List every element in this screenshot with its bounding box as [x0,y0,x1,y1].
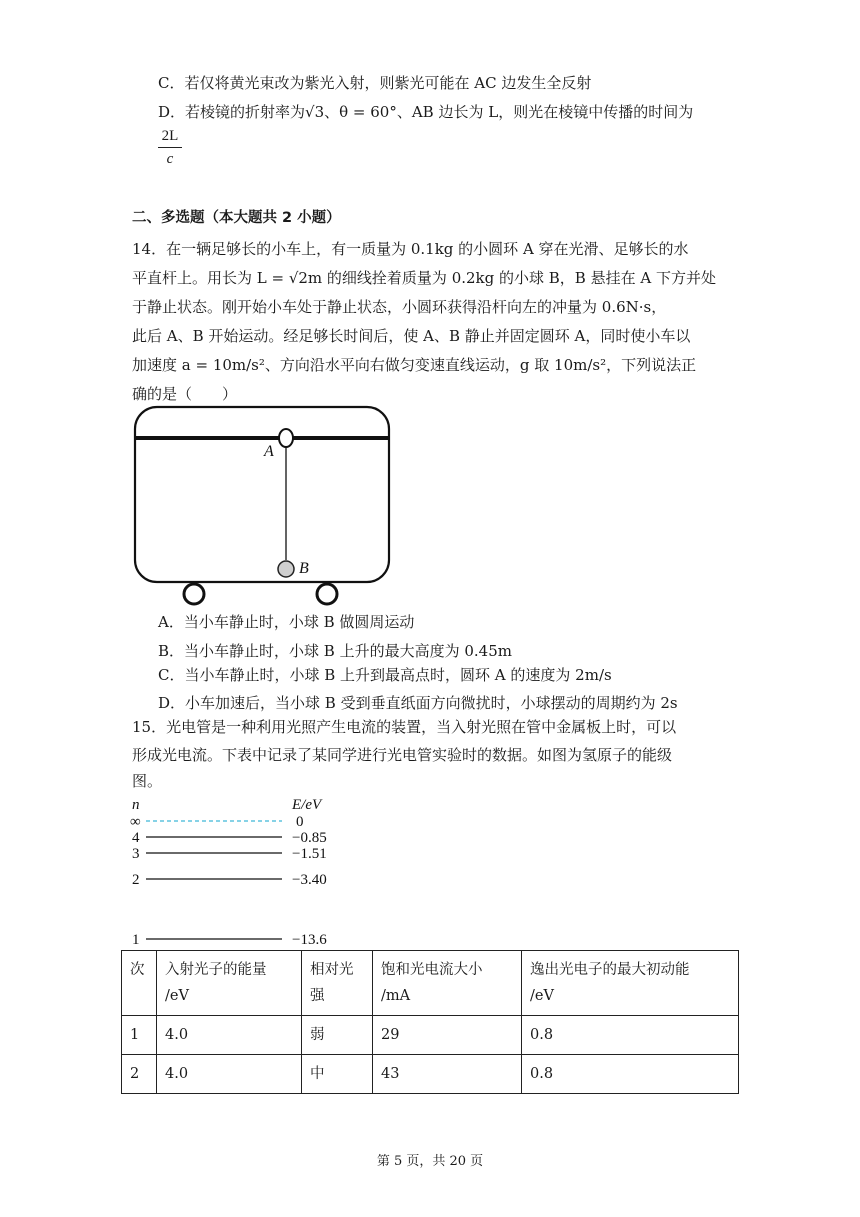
q14-line-5: 加速度 a = 10m/s²、方向沿水平向右做匀变速直线运动，g 取 10m/s²，下列说法正 [132,356,697,374]
header-text: 入射光子的能量 [165,962,267,978]
level-inf-n: ∞ [130,814,141,830]
header-cell [522,951,739,1016]
cart-body [135,407,389,582]
level-inf-e: 0 [296,814,304,830]
q14-line-4: 此后 A、B 开始运动。经足够长时间后，使 A、B 静止并固定圆环 A，同时使小车以 [132,327,691,345]
ring-a [279,429,293,447]
n-axis-label: n [132,797,140,813]
header-text: 强 [310,988,325,1004]
q13-option-c: C．若仅将黄光束改为紫光入射，则紫光可能在 AC 边发生全反射 [158,74,592,92]
q15-line-2: 形成光电流。下表中记录了某同学进行光电管实验时的数据。如图为氢原子的能级 [132,746,673,764]
q13-option-d-fraction [158,127,182,168]
table-cell: 43 [373,1055,522,1094]
header-text: 次 [130,962,145,978]
level-1-n: 1 [132,932,140,948]
level-3-e: −1.51 [292,846,327,862]
level-1-e: −13.6 [292,932,327,948]
q14-option-a: A．当小车静止时，小球 B 做圆周运动 [158,613,415,631]
header-cell [122,951,157,1016]
q14-line-1: 14．在一辆足够长的小车上，有一质量为 0.1kg 的小圆环 A 穿在光滑、足够长的水 [132,240,689,258]
header-cell [373,951,522,1016]
table-cell: 0.8 [522,1016,739,1055]
q14-line-6: 确的是（ ） [132,385,238,403]
section-title: 二、多选题（本大题共 2 小题） [132,210,341,226]
table-row [122,1016,739,1055]
photoelectric-data-table [121,950,739,1094]
ball-b [278,561,294,577]
e-axis-label: E/eV [292,797,322,813]
table-row [122,1055,739,1094]
header-unit: /eV [165,988,189,1004]
q14-line-3: 于静止状态。刚开始小车处于静止状态，小圆环获得沿杆向左的冲量为 0.6N·s， [132,298,667,316]
q14-line-2: 平直杆上。用长为 L = √2m 的细线拴着质量为 0.2kg 的小球 B，B 悬挂在 A 下方并处 [132,269,716,287]
table-cell: 中 [302,1055,373,1094]
q14-option-c: C．当小车静止时，小球 B 上升到最高点时，圆环 A 的速度为 2m/s [158,666,612,684]
table-cell: 4.0 [157,1016,302,1055]
header-cell [302,951,373,1016]
q15-line-1: 15．光电管是一种利用光照产生电流的装置，当入射光照在管中金属板上时，可以 [132,718,677,736]
header-unit: /eV [530,988,554,1004]
level-2-e: −3.40 [292,872,327,888]
level-3-n: 3 [132,846,140,862]
fraction-numerator: 2L [161,128,179,144]
q15-line-3: 图。 [132,772,163,790]
table-cell: 4.0 [157,1055,302,1094]
table-cell: 0.8 [522,1055,739,1094]
q14-option-d: D．小车加速后，当小球 B 受到垂直纸面方向微扰时，小球摆动的周期约为 2s [158,694,678,712]
table-header-row [122,951,739,1016]
fraction-bar [158,147,182,148]
header-cell [157,951,302,1016]
wheel-left [184,584,204,604]
table-cell: 弱 [302,1016,373,1055]
header-text: 逸出光电子的最大初动能 [530,962,690,978]
energy-level-diagram [126,795,356,950]
level-4-n: 4 [132,830,140,846]
level-4-e: −0.85 [292,830,327,846]
header-unit: /mA [381,988,411,1004]
q13-option-d: D．若棱镜的折射率为√3、θ = 60°、AB 边长为 L，则光在棱镜中传播的时间为 [158,103,694,121]
header-text: 饱和光电流大小 [381,962,483,978]
fraction-denominator: c [166,151,174,167]
label-a: A [264,443,274,460]
table-cell: 1 [122,1016,157,1055]
table-cell: 2 [122,1055,157,1094]
level-2-n: 2 [132,872,140,888]
table-cell: 29 [373,1016,522,1055]
q14-option-b: B．当小车静止时，小球 B 上升的最大高度为 0.45m [158,642,512,660]
wheel-right [317,584,337,604]
header-text: 相对光 [310,962,354,978]
cart-figure [126,400,398,610]
label-b: B [299,560,309,577]
page-footer: 第 5 页，共 20 页 [376,1154,484,1169]
